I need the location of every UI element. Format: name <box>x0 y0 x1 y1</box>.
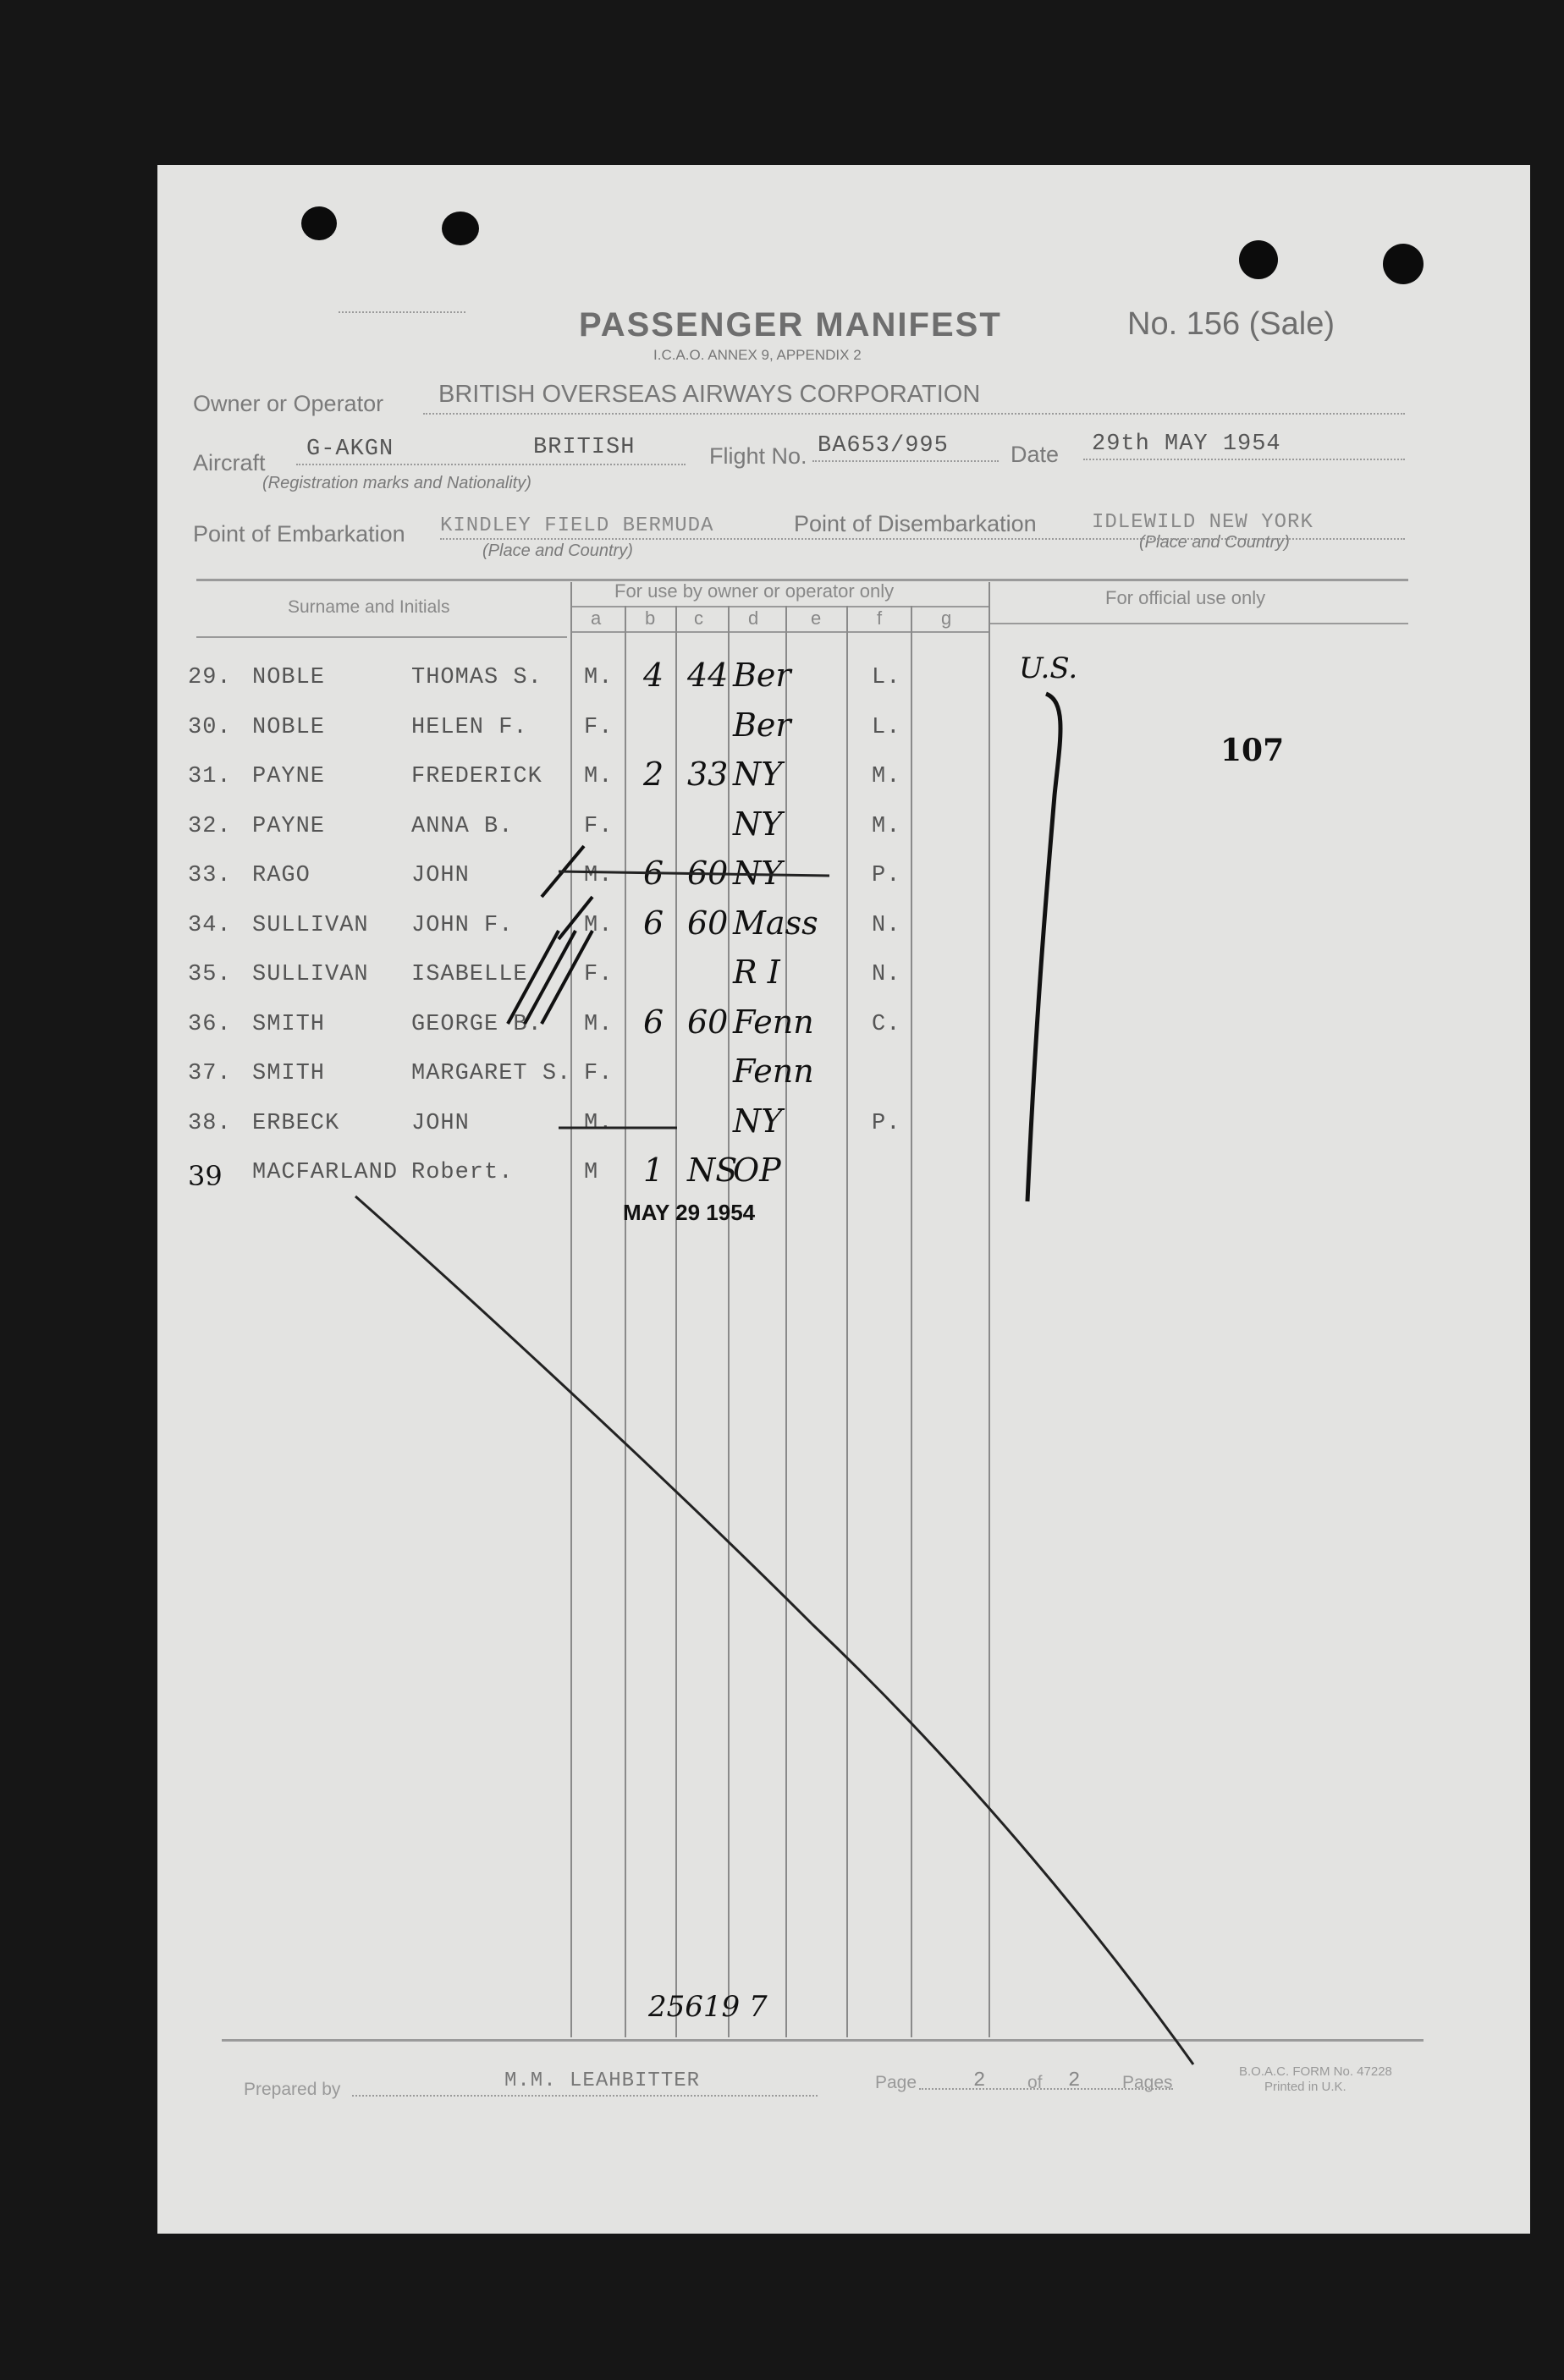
column-f-value: N. <box>872 912 901 938</box>
passenger-given-name: ANNA B. <box>411 813 514 839</box>
row-number: 33. <box>188 863 232 888</box>
passenger-given-name: JOHN F. <box>411 912 514 938</box>
passenger-surname: SMITH <box>252 1011 326 1037</box>
passenger-given-name: GEORGE B. <box>411 1011 542 1037</box>
column-b-value: 4 <box>643 657 664 694</box>
flight-label: Flight No. <box>709 443 807 469</box>
embarkation-value: KINDLEY FIELD BERMUDA <box>440 514 714 537</box>
column-e-header: e <box>811 607 822 629</box>
column-c-header: c <box>694 607 703 629</box>
passenger-given-name: Robert. <box>411 1160 514 1185</box>
page-rule <box>919 2088 1173 2090</box>
column-d-value: NY <box>733 855 783 892</box>
prepared-rule <box>352 2095 818 2097</box>
table-row <box>0 1003 1564 1054</box>
passenger-given-name: JOHN <box>411 863 470 888</box>
form-title: PASSENGER MANIFEST <box>579 306 1002 344</box>
column-b-value: 6 <box>643 904 664 942</box>
column-f-value: L. <box>872 665 901 690</box>
row-number: 37. <box>188 1061 232 1086</box>
official-count: 107 <box>1220 733 1285 768</box>
aircraft-label: Aircraft <box>193 450 266 475</box>
column-g-header: g <box>941 607 952 629</box>
form-number: B.O.A.C. FORM No. 47228 <box>1239 2064 1392 2079</box>
surname-header: Surname and Initials <box>288 597 450 617</box>
disembarkation-value: IDLEWILD NEW YORK <box>1092 511 1313 534</box>
column-d-value: OP <box>733 1152 781 1189</box>
column-d-value: Fenn <box>733 1053 814 1090</box>
owner-use-header: For use by owner or operator only <box>614 580 895 602</box>
column-a-value: M. <box>584 1011 614 1037</box>
column-d-value: NY <box>733 756 783 793</box>
ink-blot <box>442 212 479 245</box>
flight-rule <box>812 460 999 462</box>
column-d-value: Mass <box>733 904 818 942</box>
table-row <box>0 1053 1564 1103</box>
table-row <box>0 706 1564 757</box>
subheader-bottom-rule <box>570 631 990 633</box>
column-d-value: R I <box>733 954 780 991</box>
column-b-value: 6 <box>643 855 664 892</box>
table-row <box>0 756 1564 806</box>
column-d-value: Ber <box>733 657 791 694</box>
passenger-surname: SULLIVAN <box>252 912 369 938</box>
official-mark: U.S. <box>1019 651 1078 685</box>
flight-number: BA653/995 <box>818 433 949 459</box>
row-number: 34. <box>188 912 232 938</box>
column-a-value: M. <box>584 863 614 888</box>
column-b-value: 6 <box>643 1003 664 1041</box>
column-c-value: 33 <box>687 756 729 793</box>
punch-hole <box>1239 240 1278 279</box>
table-row <box>0 1102 1564 1153</box>
column-f-value: N. <box>872 962 901 987</box>
aircraft-nationality: BRITISH <box>533 435 636 460</box>
column-b-value: 1 <box>643 1152 664 1189</box>
passenger-surname: SMITH <box>252 1061 326 1086</box>
table-row <box>0 657 1564 707</box>
passenger-surname: RAGO <box>252 863 311 888</box>
embarkation-caption: (Place and Country) <box>482 541 633 560</box>
column-f-value: M. <box>872 813 901 839</box>
row-number: 31. <box>188 764 232 789</box>
page-total: 2 <box>1068 2069 1082 2092</box>
column-a-value: F. <box>584 1061 614 1086</box>
column-a-header: a <box>591 607 602 629</box>
column-d-value: Fenn <box>733 1003 814 1041</box>
row-number: 29. <box>188 665 232 690</box>
prepared-by-value: M.M. LEAHBITTER <box>504 2069 701 2092</box>
punch-hole <box>1383 244 1424 284</box>
page-label: Page <box>875 2073 917 2092</box>
passenger-surname: PAYNE <box>252 764 326 789</box>
table-row <box>0 805 1564 856</box>
subheader-rule <box>570 606 990 607</box>
embarkation-label: Point of Embarkation <box>193 521 405 547</box>
passenger-surname: SULLIVAN <box>252 962 369 987</box>
header-bottom-rule <box>196 636 567 638</box>
column-d-value: Ber <box>733 706 791 744</box>
row-number: 38. <box>188 1110 232 1136</box>
official-header-rule <box>990 623 1408 624</box>
row-number: 30. <box>188 714 232 740</box>
column-f-value: M. <box>872 764 901 789</box>
row-number: 32. <box>188 813 232 839</box>
form-subtitle: I.C.A.O. ANNEX 9, APPENDIX 2 <box>653 347 862 363</box>
page-number: 2 <box>973 2069 987 2092</box>
column-c-value: 60 <box>687 1003 729 1041</box>
table-row <box>0 954 1564 1004</box>
passenger-surname: PAYNE <box>252 813 326 839</box>
table-row <box>0 855 1564 905</box>
printed-in: Printed in U.K. <box>1264 2080 1346 2094</box>
column-c-value: 60 <box>687 904 729 942</box>
passenger-given-name: MARGARET S. <box>411 1061 572 1086</box>
passenger-given-name: ISABELLE <box>411 962 528 987</box>
bottom-reference-number: 25619 7 <box>648 1990 768 2024</box>
column-f-value: P. <box>872 863 901 888</box>
row-number: 35. <box>188 962 232 987</box>
passenger-given-name: THOMAS S. <box>411 665 542 690</box>
date-rule <box>1083 459 1405 460</box>
owner-rule <box>423 413 1405 415</box>
column-a-value: F. <box>584 813 614 839</box>
column-a-value: M. <box>584 912 614 938</box>
column-c-value: NS <box>687 1152 738 1189</box>
passenger-given-name: FREDERICK <box>411 764 542 789</box>
column-d-value: NY <box>733 1102 783 1140</box>
column-d-value: NY <box>733 805 783 843</box>
manifest-number: No. 156 (Sale) <box>1127 306 1335 342</box>
column-a-value: M. <box>584 764 614 789</box>
column-f-value: C. <box>872 1011 901 1037</box>
owner-label: Owner or Operator <box>193 391 384 416</box>
column-a-value: M <box>584 1160 599 1185</box>
column-f-value: P. <box>872 1110 901 1136</box>
table-row <box>0 1152 1564 1202</box>
title-rule <box>339 311 465 313</box>
column-b-value: 2 <box>643 756 664 793</box>
column-d-header: d <box>748 607 759 629</box>
table-bottom-rule <box>222 2039 1424 2042</box>
column-a-value: M. <box>584 665 614 690</box>
row-number: 39 <box>188 1160 223 1192</box>
passenger-surname: MACFARLAND <box>252 1160 399 1185</box>
column-c-value: 60 <box>687 855 729 892</box>
passenger-surname: ERBECK <box>252 1110 340 1136</box>
row-number: 36. <box>188 1011 232 1037</box>
column-c-value: 44 <box>687 657 729 694</box>
ink-blot <box>301 206 337 240</box>
disembarkation-label: Point of Disembarkation <box>794 511 1037 536</box>
passenger-surname: NOBLE <box>252 714 326 740</box>
official-use-header: For official use only <box>1105 587 1266 608</box>
aircraft-registration: G-AKGN <box>306 437 394 462</box>
date-stamp: MAY 29 1954 <box>623 1200 756 1225</box>
table-row <box>0 904 1564 955</box>
prepared-by-label: Prepared by <box>244 2080 341 2099</box>
embark-rule <box>440 538 1405 540</box>
of-label: of <box>1027 2073 1043 2092</box>
owner-value: BRITISH OVERSEAS AIRWAYS CORPORATION <box>438 381 981 408</box>
column-f-value: L. <box>872 714 901 740</box>
column-a-value: M. <box>584 1110 614 1136</box>
date-label: Date <box>1011 442 1060 467</box>
disembarkation-caption: (Place and Country) <box>1139 533 1290 552</box>
column-a-value: F. <box>584 714 614 740</box>
passenger-given-name: JOHN <box>411 1110 470 1136</box>
registration-caption: (Registration marks and Nationality) <box>262 474 531 492</box>
column-a-value: F. <box>584 962 614 987</box>
column-b-header: b <box>645 607 656 629</box>
passenger-surname: NOBLE <box>252 665 326 690</box>
column-f-header: f <box>877 607 883 629</box>
pages-label: Pages <box>1122 2073 1173 2092</box>
flight-date: 29th MAY 1954 <box>1092 431 1281 457</box>
aircraft-rule <box>296 464 686 465</box>
passenger-given-name: HELEN F. <box>411 714 528 740</box>
